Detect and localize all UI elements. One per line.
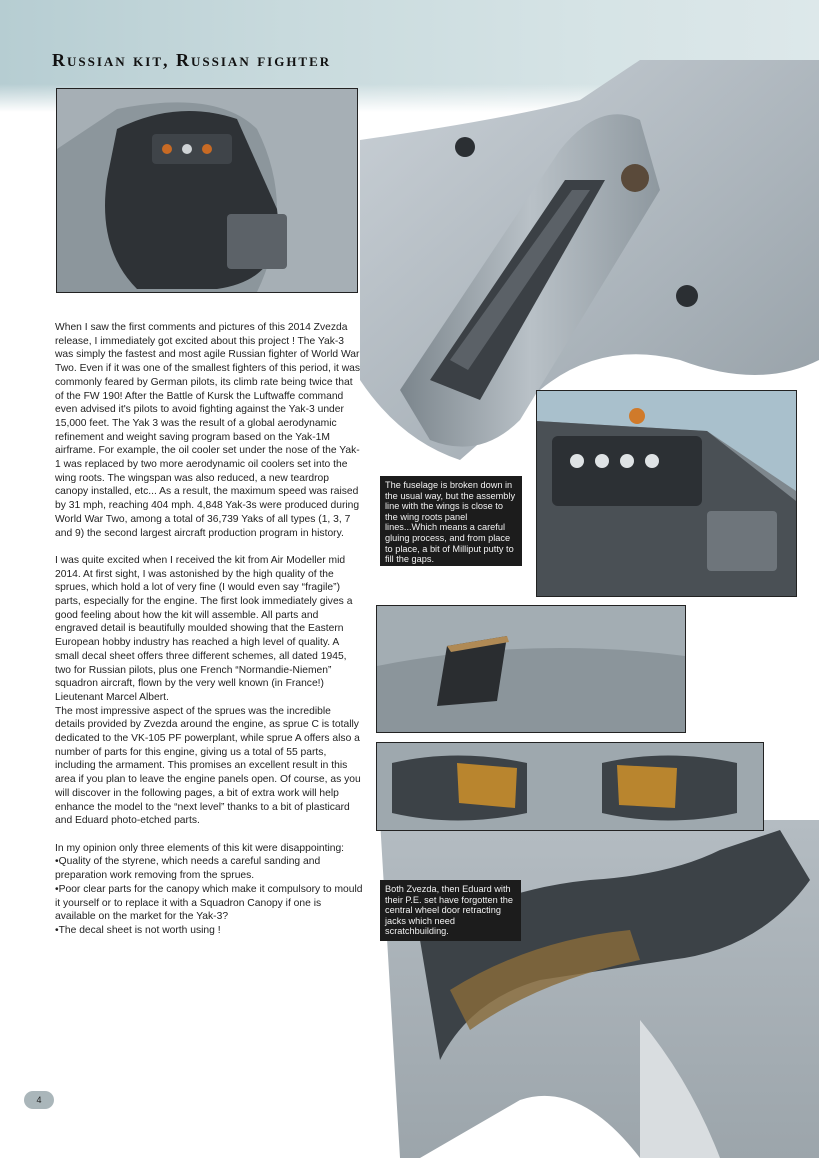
article-paragraph: The most impressive aspect of the sprues was the incredible details provided by Zvezda around the engine, as sprue C is totally dedicated to the VK-105 PF powerplant, while sprue A offers also a number of parts for this engine, giving us a total of 55 parts, including the armament. This promises an excellent result in this area if you plan to leave the engine panels open. Of course, as you will discover in the following pages, a bit of extra work will help enhance the model to the “next level” thanks to a bit of plasticard and Eduard photo-etched parts.	[55, 705, 361, 827]
article-paragraph: When I saw the first comments and pictures of this 2014 Zvezda release, I immediately got excited about this project ! The Yak-3 was simply the fastest and most agile Russian fighter of World War Two. Even if it was one of the smallest fighters of this period, it was commonly feared by German pilots, its climb rate being twice that of the FW 190! After the Battle of Kursk the Luftwaffe command even advised it's pilots to avoid fighting against the Yak-3 under 15,000 feet. The Yak 3 was the result of a global aerodynamic refinement and weight saving program based on the Yak-1M airframe. For example, the oil cooler set under the nose of the Yak-1 was replaced by two more aerodynamic oil coolers set into the wing roots. The wingspan was also reduced, a new teardrop canopy installed, etc... As a result, the maximum speed was raised by 31 mph, reaching 404 mph. 4,848 Yak-3s were produced during World War Two, among a total of 36,739 Yaks of all types (1, 3, 7 and 9) the second largest aircraft production program in history.	[55, 322, 361, 539]
page-title: Russian kit, Russian fighter	[52, 50, 332, 70]
page-number-badge: 4	[24, 1091, 54, 1109]
bullet-item: •The decal sheet is not worth using !	[55, 924, 221, 936]
wheel-door-caption: Both Zvezda, then Eduard with their P.E. set have forgotten the central wheel door retracting jacks which need scratchbuilding.	[380, 880, 521, 941]
bullet-item: •Quality of the styrene, which needs a careful sanding and preparation work removing from the sprues.	[55, 856, 321, 882]
bullet-item: •Poor clear parts for the canopy which make it compulsory to mould it yourself or to replace it with a Squadron Canopy if one is available on the market for the Yak-3?	[55, 883, 363, 923]
wheel-wells-photo	[376, 742, 764, 831]
article-paragraph: In my opinion only three elements of this kit were disappointing:	[55, 842, 345, 854]
cockpit-closeup-photo	[56, 88, 358, 293]
instrument-panel-photo	[536, 390, 797, 597]
wing-root-intake-photo	[376, 605, 686, 733]
article-body	[55, 321, 363, 938]
fuselage-caption: The fuselage is broken down in the usual way, but the assembly line with the wings is close to the wing roots panel lines...Which means a careful gluing process, and from place to place, a bit of Milliput putty to fill the gaps.	[380, 476, 522, 566]
article-paragraph: I was quite excited when I received the kit from Air Modeller mid 2014. At first sight, I was astonished by the high quality of the sprues, which hold a lot of very fine (I would even say “fragile”) parts, especially for the engine. The first look immediately gives a good feeling about how the kit will assemble. All parts and engraved detail is beautifully moulded showing that the Eastern European hobby industry has reached a high level of quality. A small decal sheet offers three different schemes, all dated 1945, two for Russian pilots, plus one French “Normandie-Niemen” squadron aircraft, flown by the very well known (in France!) Lieutenant Marcel Albert.	[55, 554, 353, 703]
